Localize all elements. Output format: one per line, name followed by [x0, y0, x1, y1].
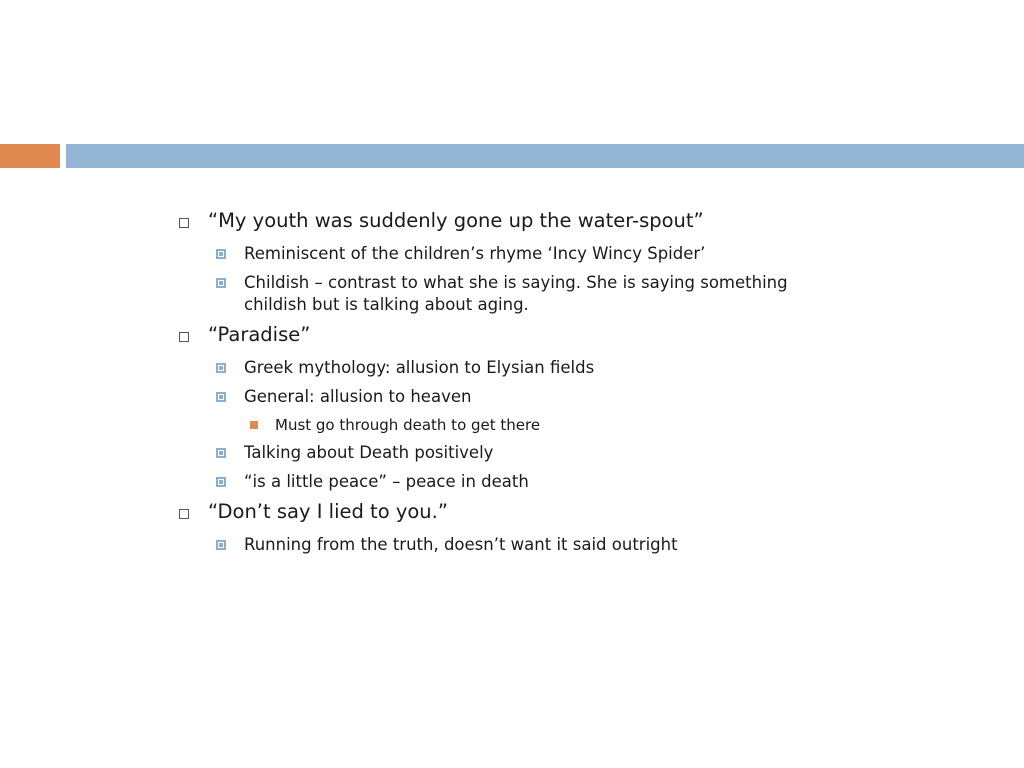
filled-square-bullet-icon: [216, 477, 226, 487]
bullet-text: Must go through death to get there: [275, 416, 541, 434]
bullet-level2: [170, 357, 804, 379]
bullet-level2: [170, 272, 804, 316]
bullet-level3: [170, 415, 970, 435]
header-accent-orange: [0, 144, 60, 168]
bullet-level2: [170, 442, 804, 464]
filled-square-bullet-icon: [216, 392, 226, 402]
bullet-text: Greek mythology: allusion to Elysian fields: [244, 358, 595, 377]
hollow-square-bullet-icon: [179, 218, 189, 228]
bullet-text: Running from the truth, doesn’t want it said outright: [244, 535, 678, 554]
filled-square-bullet-icon: [216, 278, 226, 288]
bullet-level2: [170, 386, 804, 408]
bullet-text: “Paradise”: [208, 323, 311, 346]
bullet-level2: [170, 534, 804, 556]
bullet-level2: [170, 471, 804, 493]
bullet-text: Talking about Death positively: [244, 443, 494, 462]
filled-square-bullet-icon: [216, 540, 226, 550]
filled-square-bullet-icon: [216, 363, 226, 373]
bullet-level1: [170, 320, 970, 350]
orange-square-bullet-icon: [250, 421, 258, 429]
bullet-level1: [170, 497, 970, 527]
bullet-level2: [170, 243, 804, 265]
hollow-square-bullet-icon: [179, 509, 189, 519]
filled-square-bullet-icon: [216, 249, 226, 259]
bullet-text: “Don’t say I lied to you.”: [208, 500, 448, 523]
bullet-level1: [170, 206, 970, 236]
bullet-text: “is a little peace” – peace in death: [244, 472, 529, 491]
header-accent-blue: [66, 144, 1024, 168]
slide-body: [170, 206, 970, 556]
bullet-text: Reminiscent of the children’s rhyme ‘Incy Wincy Spider’: [244, 244, 706, 263]
hollow-square-bullet-icon: [179, 332, 189, 342]
bullet-text: General: allusion to heaven: [244, 387, 472, 406]
filled-square-bullet-icon: [216, 448, 226, 458]
bullet-text: “My youth was suddenly gone up the water-spout”: [208, 209, 704, 232]
bullet-text: Childish – contrast to what she is saying. She is saying something childish but is talking about aging.: [244, 273, 788, 314]
